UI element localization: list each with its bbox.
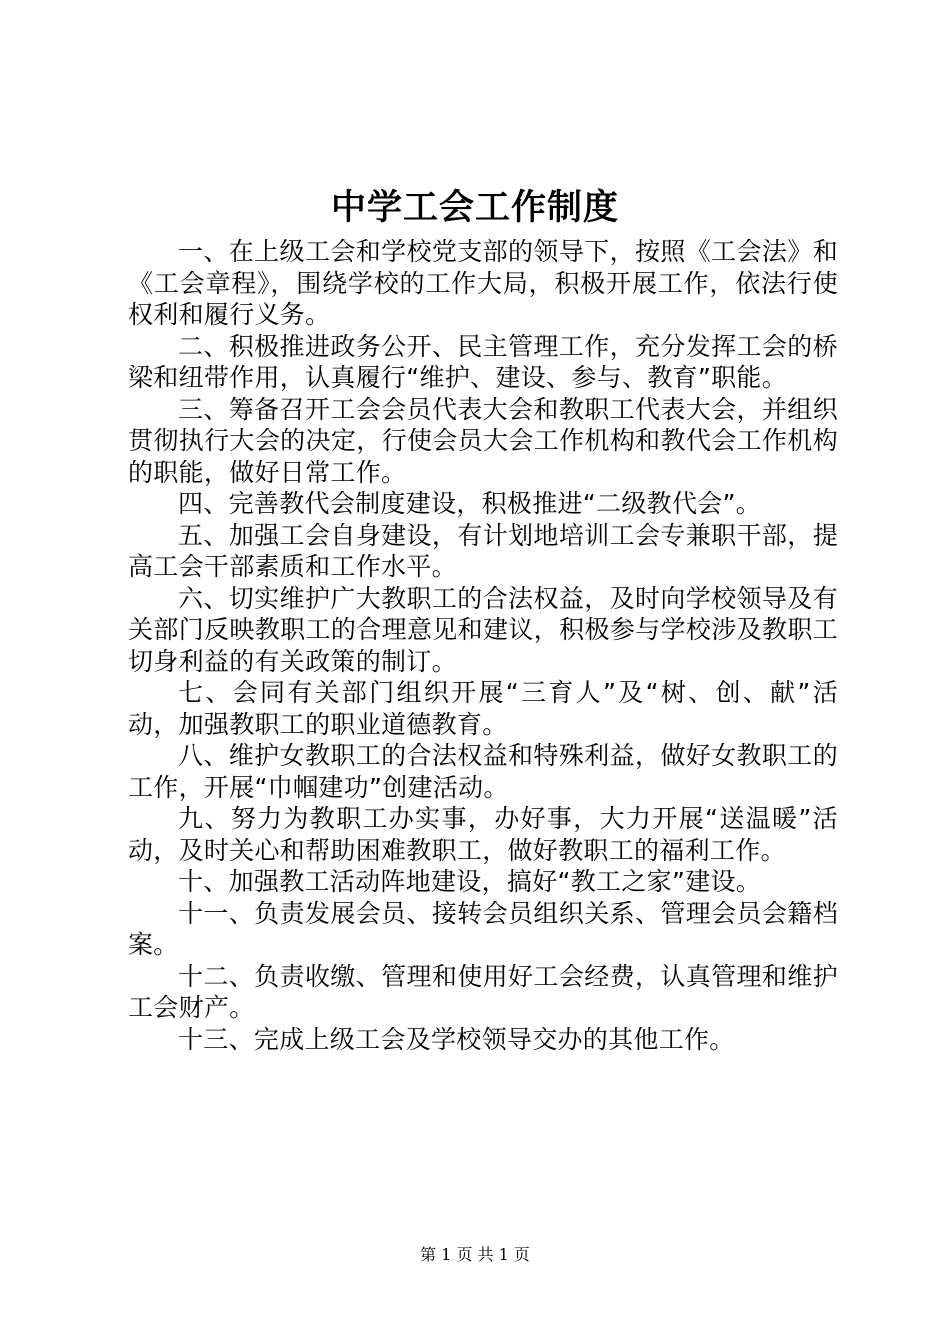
clause-8: 八、维护女教职工的合法权益和特殊利益，做好女教职工的工作，开展“巾帼建功”创建活动。 xyxy=(128,741,838,802)
clause-3: 三、筹备召开工会会员代表大会和教职工代表大会，并组织贯彻执行大会的决定，行使会员大会工作机构和教代会工作机构的职能，做好日常工作。 xyxy=(128,394,838,487)
clause-12: 十二、负责收缴、管理和使用好工会经费，认真管理和维护工会财产。 xyxy=(128,961,838,1022)
clause-13: 十三、完成上级工会及学校领导交办的其他工作。 xyxy=(178,1024,735,1054)
clause-10: 十、加强教工活动阵地建设，搞好“教工之家”建设。 xyxy=(178,867,762,896)
page-title: 中学工会工作制度 xyxy=(330,188,619,228)
clause-1: 一、在上级工会和学校党支部的领导下，按照《工会法》和《工会章程》，围绕学校的工作大局，积极开展工作，依法行使权利和履行义务。 xyxy=(128,237,838,329)
clause-7: 七、会同有关部门组织开展“三育人”及“树、创、献”活动，加强教职工的职业道德教育。 xyxy=(128,678,838,739)
clause-6: 六、切实维护广大教职工的合法权益，及时向学校领导及有关部门反映教职工的合理意见和建议，积极参与学校涉及教职工切身利益的有关政策的制订。 xyxy=(128,583,838,676)
document-body xyxy=(128,236,838,1055)
clause-5: 五、加强工会自身建设，有计划地培训工会专兼职干部，提高工会干部素质和工作水平。 xyxy=(128,520,838,581)
page-footer: 第 1 页 共 1 页 xyxy=(420,1245,530,1264)
clause-2: 二、积极推进政务公开、民主管理工作，充分发挥工会的桥梁和纽带作用，认真履行“维护、建设、参与、教育”职能。 xyxy=(128,331,838,392)
clause-11: 十一、负责发展会员、接转会员组织关系、管理会员会籍档案。 xyxy=(128,898,838,959)
clause-4: 四、完善教代会制度建设，积极推进“二级教代会”。 xyxy=(178,489,762,518)
clause-9: 九、努力为教职工办实事，办好事，大力开展“送温暖”活动，及时关心和帮助困难教职工，做好教职工的福利工作。 xyxy=(128,804,838,865)
